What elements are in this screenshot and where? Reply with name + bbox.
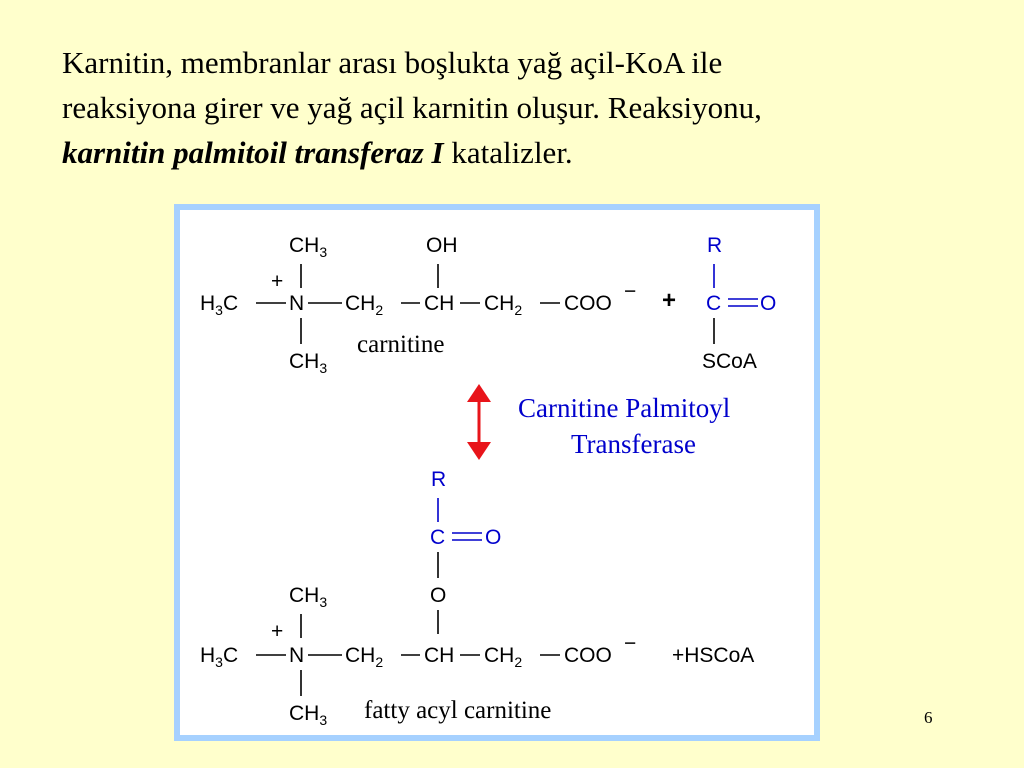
product-o-double: O	[485, 526, 502, 549]
carnitine-ch3-top: $CH_3$	[289, 234, 328, 260]
acyl-coa-r: R	[707, 234, 723, 257]
carnitine-plus-charge: +	[271, 270, 284, 293]
carnitine-label: carnitine	[357, 331, 445, 358]
carnitine-n: N	[289, 292, 305, 315]
acyl-coa-molecule	[702, 234, 776, 373]
carnitine-ch3-bottom: $CH_3$	[289, 350, 328, 376]
text-line-1: Karnitin, membranlar arası boşlukta yağ açil-KoA ile	[62, 45, 723, 80]
carnitine-ch2-a: $CH_2$	[345, 292, 384, 318]
text-line-3	[62, 130, 982, 175]
product-coo: COO	[564, 644, 612, 667]
text-line-2: reaksiyona girer ve yağ açil karnitin oluşur. Reaksiyonu,	[62, 90, 762, 125]
reaction-diagram	[180, 210, 814, 735]
slide-body-text	[62, 40, 982, 175]
acyl-coa-scoa: SCoA	[702, 350, 757, 373]
text-line-3-rest: katalizler.	[443, 135, 573, 170]
product-ch: CH	[424, 644, 455, 667]
fatty-acyl-carnitine-molecule	[200, 468, 754, 728]
enzyme-label-line-1: Carnitine Palmitoyl	[518, 393, 731, 423]
reaction-figure	[174, 204, 820, 741]
product-c: C	[430, 526, 446, 549]
product-plus-charge: +	[271, 620, 284, 643]
product-o-link: O	[430, 584, 447, 607]
carnitine-ch: CH	[424, 292, 455, 315]
reversible-arrow-icon	[467, 384, 491, 460]
enzyme-name-emphasis: karnitin palmitoil transferaz I	[62, 135, 444, 170]
carnitine-coo-charge: −	[624, 280, 637, 303]
product-hscoa: +HSCoA	[672, 644, 755, 667]
page-number: 6	[924, 708, 933, 727]
carnitine-ch2-b: $CH_2$	[484, 292, 523, 318]
carnitine-oh: OH	[426, 234, 458, 257]
acyl-coa-o: O	[760, 292, 777, 315]
carnitine-molecule	[200, 234, 636, 376]
product-r: R	[431, 468, 447, 491]
product-ch2-a: $CH_2$	[345, 644, 384, 670]
reaction-plus-sign: +	[662, 287, 677, 314]
product-coo-charge: −	[624, 632, 637, 655]
product-ch3-top: $CH_3$	[289, 584, 328, 610]
carnitine-coo: COO	[564, 292, 612, 315]
product-ch2-b: $CH_2$	[484, 644, 523, 670]
product-ch3-bottom: $CH_3$	[289, 702, 328, 728]
acyl-coa-c: C	[706, 292, 722, 315]
fatty-acyl-carnitine-label: fatty acyl carnitine	[364, 697, 552, 724]
product-n: N	[289, 644, 305, 667]
product-h3c: $H_3C$	[200, 644, 239, 670]
enzyme-label-line-2: Transferase	[571, 429, 696, 459]
carnitine-h3c: $H_3C$	[200, 292, 239, 318]
